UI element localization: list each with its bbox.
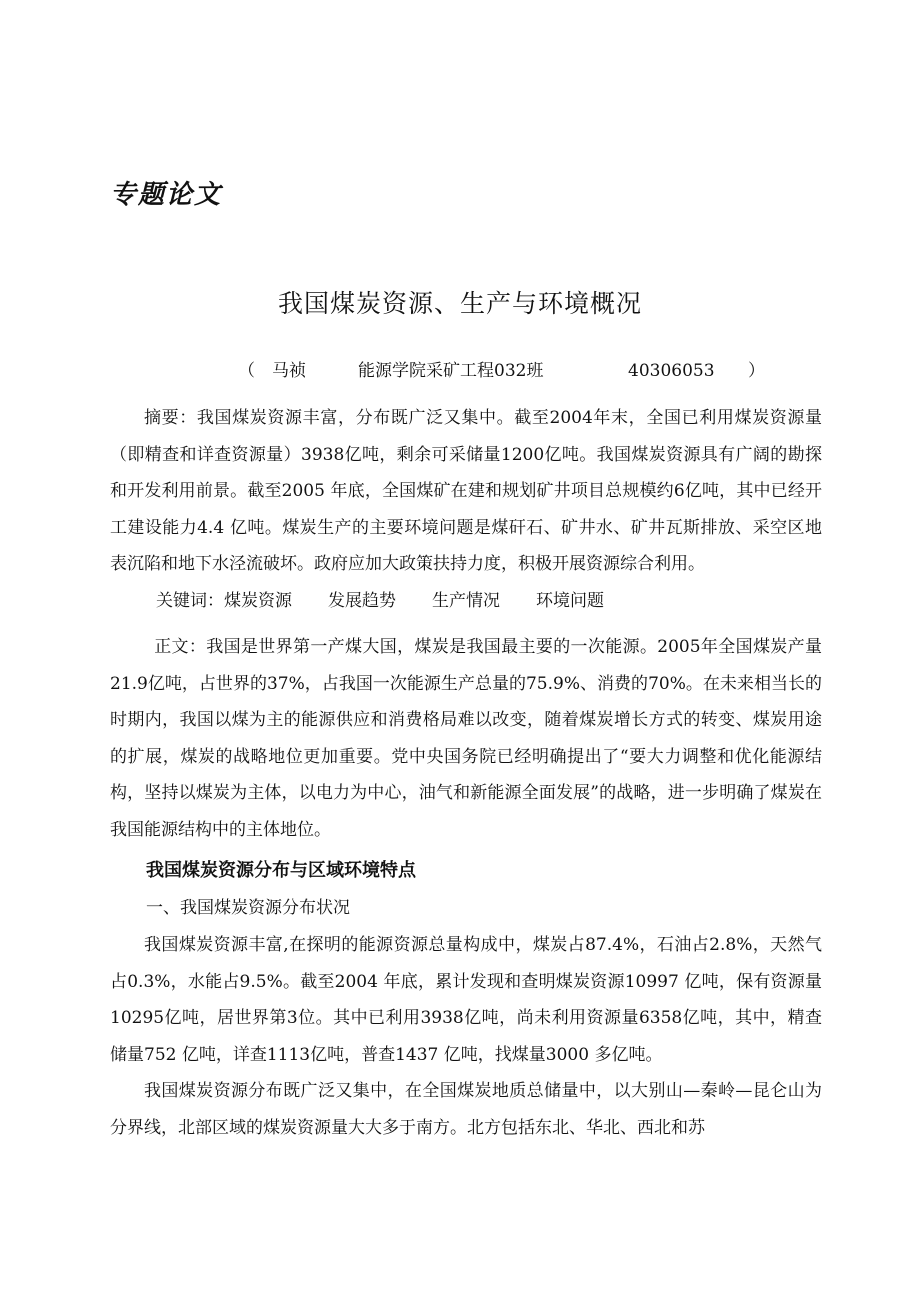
keywords-line <box>110 583 822 620</box>
body-intro-paragraph: 正文：我国是世界第一产煤大国，煤炭是我国最主要的一次能源。2005年全国煤炭产量21.9亿吨，占世界的37%，占我国一次能源生产总量的75.9%、消费的70%。在未来相当长的时期内，我国以煤为主的能源供应和消费格局难以改变，随着煤炭增长方式的转变、煤炭用途的扩展，煤炭的战略地位更加重要。党中央国务院已经明确提出了“要大力调整和优化能源结构，坚持以煤炭为主体，以电力为中心，油气和新能源全面发展”的战略，进一步明确了煤炭在我国能源结构中的主体地位。 <box>110 637 822 840</box>
subsection-heading: 一、我国煤炭资源分布状况 <box>146 898 350 918</box>
document-body <box>110 400 822 1146</box>
body-paragraph: 我国煤炭资源分布既广泛又集中，在全国煤炭地质总储量中，以大别山—秦岭—昆仑山为分界线，北部区域的煤炭资源量大大多于南方。北方包括东北、华北、西北和苏 <box>110 1081 822 1138</box>
keywords-label: 关键词： <box>156 590 224 611</box>
byline-affiliation: 能源学院采矿工程032班 <box>358 361 544 381</box>
abstract-paragraph: 摘要：我国煤炭资源丰富，分布既广泛又集中。截至2004年末，全国已利用煤炭资源量（即精查和详查资源量）3938亿吨，剩余可采储量1200亿吨。我国煤炭资源具有广阔的勘探和开发利用前景。截至2005 年底，全国煤矿在建和规划矿井项目总规模约6亿吨，其中已经开工建设能力4.4 亿吨。煤炭生产的主要环境问题是煤矸石、矿井水、矿井瓦斯排放、采空区地表沉陷和地下水泾流破坏。政府应加大政策扶持力度，积极开展资源综合利用。 <box>110 408 822 574</box>
byline-open-paren: （ <box>238 361 255 381</box>
body-paragraph: 我国煤炭资源丰富,在探明的能源资源总量构成中，煤炭占87.4%，石油占2.8%，天然气占0.3%，水能占9.5%。截至2004 年底，累计发现和查明煤炭资源10997 亿吨，保有资源量10295亿吨，居世界第3位。其中已利用3938亿吨，尚未利用资源量6358亿吨，其中，精查储量752 亿吨，详查1113亿吨，普查1437 亿吨，找煤量3000 多亿吨。 <box>110 935 822 1065</box>
keyword-item: 环境问题 <box>536 590 604 611</box>
byline-student-id: 40306053 <box>628 361 715 381</box>
keyword-item: 发展趋势 <box>328 590 396 611</box>
byline-author: 马祯 <box>272 361 306 381</box>
document-title: 我国煤炭资源、生产与环境概况 <box>277 289 642 318</box>
keyword-item: 生产情况 <box>432 590 500 611</box>
byline-close-paren: ） <box>748 361 765 381</box>
byline <box>238 356 765 381</box>
keyword-item: 煤炭资源 <box>224 590 292 611</box>
section-label: 专题论文 <box>110 180 223 210</box>
section-heading: 我国煤炭资源分布与区域环境特点 <box>146 860 416 881</box>
